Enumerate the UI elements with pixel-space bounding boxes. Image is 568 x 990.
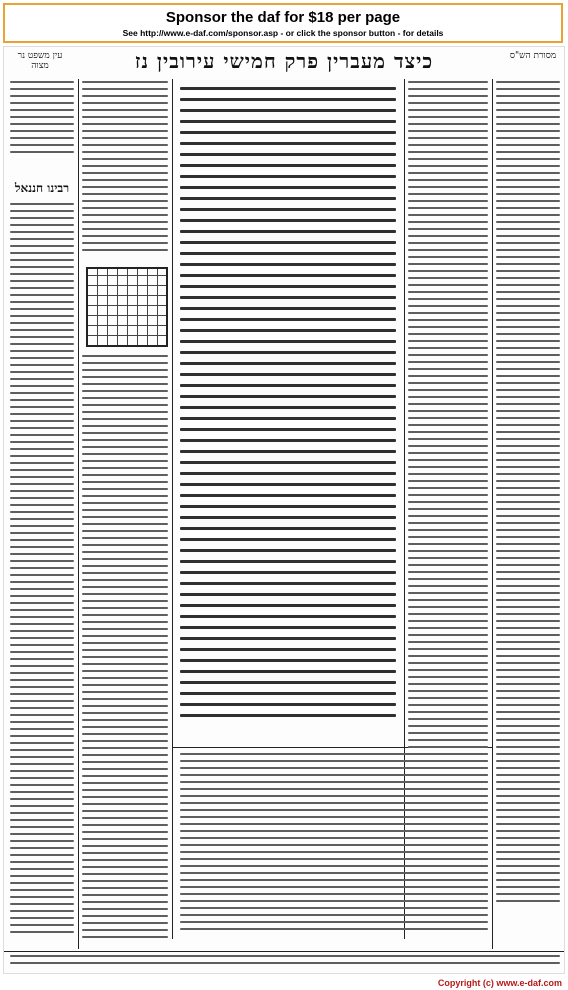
tosafot-column xyxy=(82,355,168,945)
sponsor-banner[interactable] xyxy=(3,3,563,43)
header-left-label: עין משפט נר מצוה xyxy=(17,51,63,71)
page-header xyxy=(4,47,564,77)
header-right-label: מסורת הש"ס xyxy=(509,51,557,61)
column-divider xyxy=(172,79,173,939)
rif-heading-box xyxy=(10,177,74,197)
tosafot-column-top xyxy=(82,81,168,257)
square-grid-diagram xyxy=(86,267,168,347)
rabbeinu-chananel-column xyxy=(10,203,74,943)
banner-subtitle: See http://www.e-daf.com/sponsor.asp - or click the sponsor button - for details xyxy=(122,28,444,38)
column-divider xyxy=(492,79,493,949)
footer-divider xyxy=(4,951,565,952)
rif-heading: רבינו חננאל xyxy=(14,181,70,195)
gemara-text xyxy=(180,87,396,737)
copyright-footer: Copyright (c) www.e-daf.com xyxy=(437,978,562,988)
masoret-hashas-column xyxy=(496,81,560,941)
bottom-commentary xyxy=(180,753,488,943)
footnote-line xyxy=(10,955,560,971)
talmud-page xyxy=(3,46,565,974)
banner-title: Sponsor the daf for $18 per page xyxy=(165,9,401,26)
column-divider xyxy=(78,79,79,949)
page-title: כיצד מעברין פרק חמישי עירובין נז xyxy=(134,49,434,73)
ein-mishpat-column xyxy=(10,81,74,171)
